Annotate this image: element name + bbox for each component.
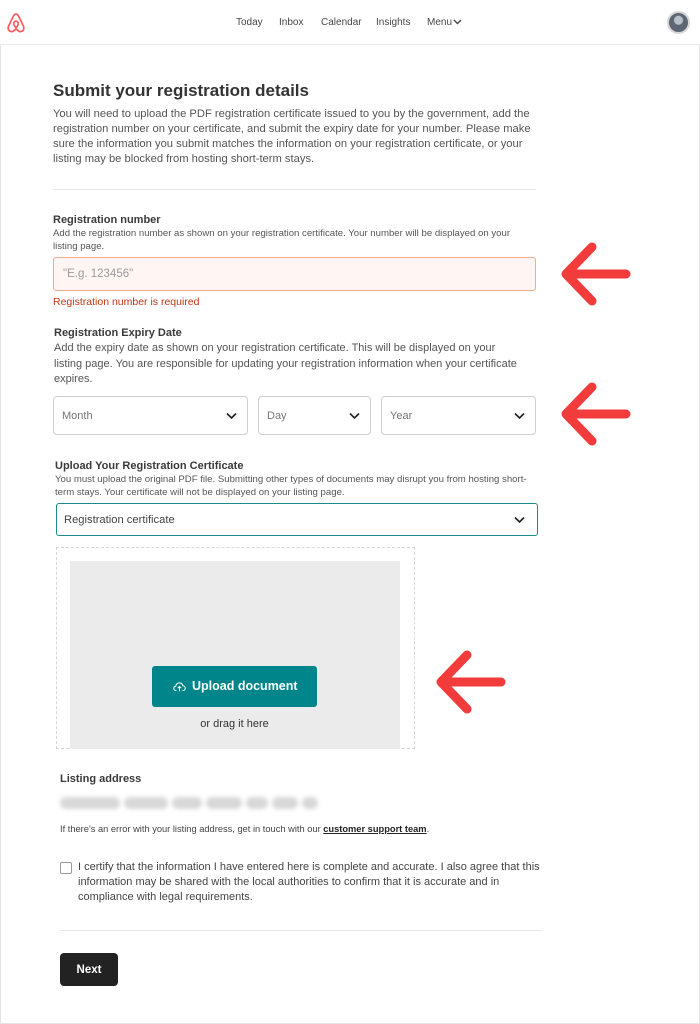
registration-number-input[interactable] — [53, 257, 536, 291]
listing-address-note-prefix: If there's an error with your listing address, get in touch with our — [60, 824, 324, 834]
chevron-down-icon — [226, 412, 237, 420]
certify-text: I certify that the information I have entered here is complete and accurate. I also agree that this information may be shared with the local authorities to confirm that it is accurate and in compliance with legal requirements. — [78, 861, 540, 903]
expiry-date-help: Add the expiry date as shown on your registration certificate. This will be displayed on your listing page. You are responsible for updating your registration information when your certificate expires. — [54, 342, 517, 385]
chevron-down-icon — [514, 412, 525, 420]
annotation-arrow-icon — [560, 239, 632, 309]
annotation-arrow-icon — [560, 379, 632, 449]
document-type-select[interactable] — [56, 503, 538, 536]
registration-number-label: Registration number — [53, 214, 161, 226]
certify-checkbox[interactable] — [60, 862, 72, 874]
chevron-down-icon — [514, 516, 525, 524]
expiry-month-value: Month — [62, 410, 93, 422]
expiry-day-value: Day — [267, 410, 287, 422]
upload-document-label: Upload document — [192, 679, 298, 693]
cloud-upload-icon — [173, 681, 186, 692]
listing-address-note — [60, 824, 429, 834]
upload-document-button[interactable] — [152, 666, 317, 707]
drag-hint: or drag it here — [200, 718, 269, 730]
annotation-arrow-icon — [435, 647, 507, 717]
expiry-year-select[interactable] — [381, 396, 536, 435]
chevron-down-icon[interactable] — [453, 19, 462, 25]
listing-address-note-suffix: . — [426, 824, 430, 834]
registration-number-help: Add the registration number as shown on your registration certificate. Your number will be displayed on your listing page. — [53, 228, 511, 252]
page-title: Submit your registration details — [53, 81, 309, 100]
nav-inbox[interactable]: Inbox — [279, 17, 304, 28]
customer-support-link[interactable]: customer support team — [323, 824, 427, 834]
divider — [53, 189, 536, 190]
expiry-date-label: Registration Expiry Date — [54, 327, 182, 339]
divider — [60, 930, 542, 931]
intro-text: You will need to upload the PDF registration certificate issued to you by the government, add the registration number on your certificate, and submit the expiry date for your number. Please make sure the information you submit matches the information on your registration certificate, or your listing may be blocked from hosting short-term stays. — [53, 108, 531, 165]
expiry-month-select[interactable] — [53, 396, 248, 435]
registration-number-error: Registration number is required — [53, 296, 200, 308]
nav-today[interactable]: Today — [236, 17, 263, 28]
nav-insights[interactable]: Insights — [376, 17, 411, 28]
top-nav — [0, 0, 700, 45]
next-button[interactable]: Next — [60, 953, 118, 986]
avatar[interactable] — [667, 11, 690, 34]
expiry-day-select[interactable] — [258, 396, 371, 435]
certificate-label: Upload Your Registration Certificate — [55, 460, 244, 472]
certificate-help: You must upload the original PDF file. Submitting other types of documents may disrupt you from hosting short-term stays. Your certificate will not be displayed on your listing page. — [55, 474, 527, 498]
chevron-down-icon — [349, 412, 360, 420]
expiry-year-value: Year — [390, 410, 413, 422]
nav-menu[interactable]: Menu — [427, 17, 453, 28]
airbnb-logo-icon[interactable] — [6, 12, 26, 34]
nav-calendar[interactable]: Calendar — [321, 17, 362, 28]
document-type-value: Registration certificate — [64, 514, 175, 526]
listing-address-redacted — [60, 797, 320, 811]
listing-address-label: Listing address — [60, 773, 142, 785]
